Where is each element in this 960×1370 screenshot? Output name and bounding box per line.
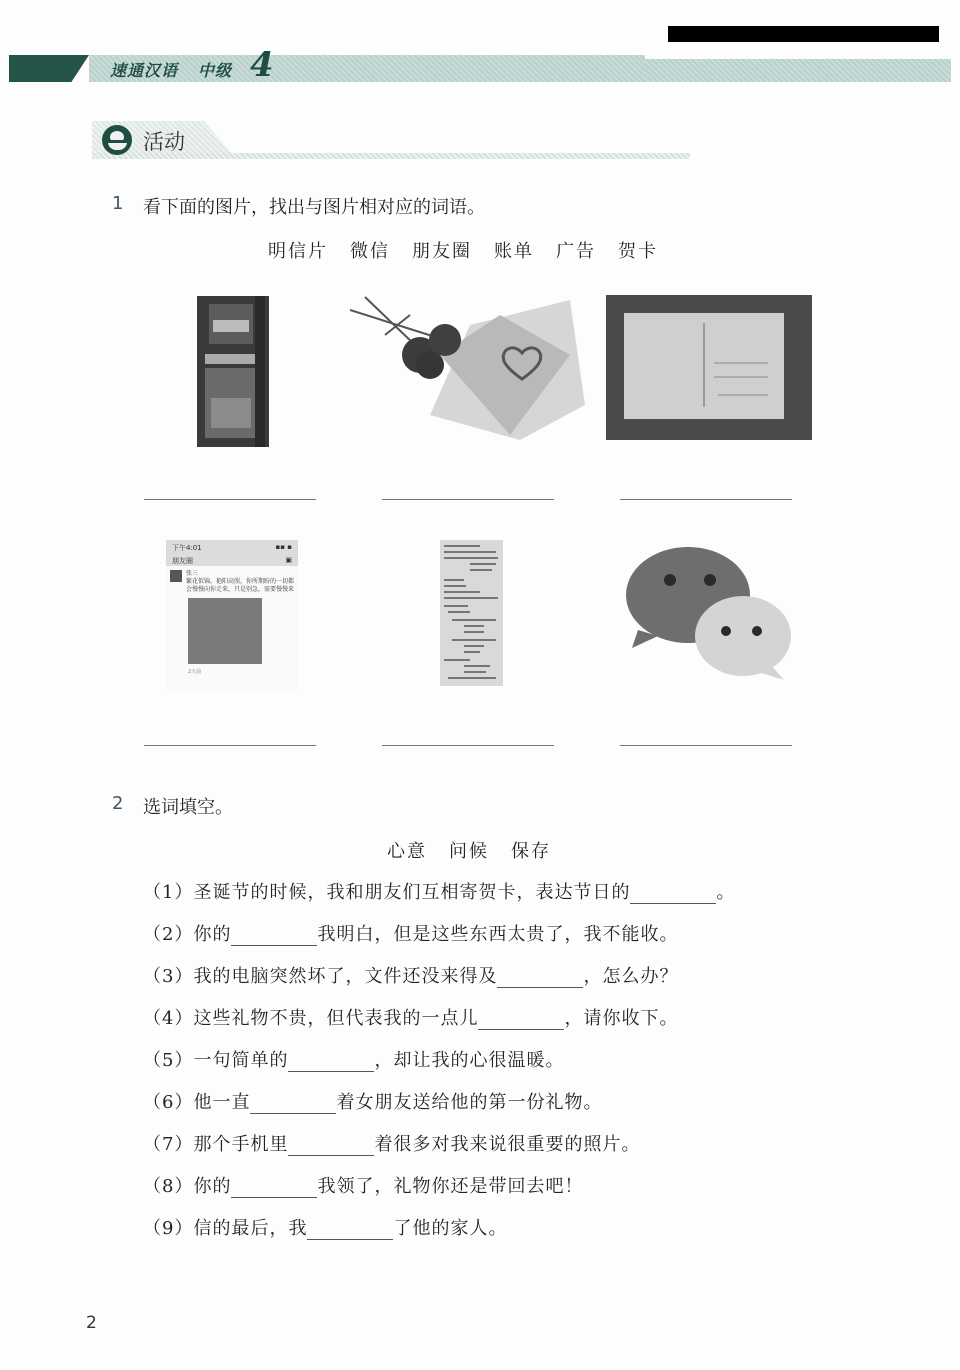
- item-label: （9）: [143, 1218, 194, 1239]
- exercise-2-word-bank: [387, 837, 573, 863]
- answer-blank[interactable]: [497, 970, 583, 988]
- fill-blank-item: [143, 1088, 602, 1114]
- status-time: 下午4:01: [172, 544, 202, 552]
- billboard-image: [197, 296, 269, 447]
- exercise-1-instruction: 看下面的图片，找出与图片相对应的词语。: [143, 197, 485, 218]
- item-text-after: ，却让我的心很温暖。: [374, 1050, 565, 1071]
- item-label: （4）: [143, 1008, 194, 1029]
- item-label: （8）: [143, 1176, 194, 1197]
- word-bank-item: 保存: [511, 841, 551, 862]
- word-bank-item: 朋友圈: [412, 241, 472, 262]
- exercise-2-instruction: 选词填空。: [143, 797, 233, 818]
- moments-nav-title: 朋友圈: [172, 557, 193, 565]
- exercise-1-word-bank: [268, 237, 680, 263]
- greeting-card-image: [350, 295, 585, 440]
- redaction-bar: [668, 26, 939, 42]
- item-text-before: 圣诞节的时候，我和朋友们互相寄贺卡，表达节日的: [193, 882, 631, 903]
- word-bank-item: 明信片: [268, 241, 328, 262]
- word-bank-item: 贺卡: [618, 241, 658, 262]
- wechat-logo-image: [620, 540, 800, 690]
- book-level-number: 4: [250, 45, 274, 85]
- answer-blank[interactable]: [231, 928, 317, 946]
- bill-receipt-image: [440, 540, 503, 686]
- fill-blank-item: [143, 962, 678, 988]
- fill-blank-item: [143, 1172, 583, 1198]
- fill-blank-item: [143, 1046, 564, 1072]
- item-text-before: 你的: [193, 924, 232, 945]
- answer-blank[interactable]: [231, 1180, 317, 1198]
- item-text-after: 着很多对我来说很重要的照片。: [374, 1134, 641, 1155]
- book-title-main: 速通汉语: [110, 61, 179, 80]
- word-bank-item: 微信: [350, 241, 390, 262]
- item-text-after: ，怎么办？: [583, 966, 679, 987]
- item-text-before: 信的最后，我: [193, 1218, 308, 1239]
- item-text-after: 我明白，但是这些东西太贵了，我不能收。: [317, 924, 679, 945]
- avatar: [170, 570, 182, 582]
- answer-blank[interactable]: [250, 1096, 336, 1114]
- postcard-image: [606, 295, 812, 440]
- answer-blank[interactable]: [288, 1138, 374, 1156]
- item-text-before: 他一直: [193, 1092, 251, 1113]
- fill-blank-item: [143, 878, 735, 904]
- activity-label: 活动: [143, 130, 185, 154]
- answer-line[interactable]: [144, 499, 316, 500]
- item-text-before: 那个手机里: [193, 1134, 289, 1155]
- item-text-after: 了他的家人。: [393, 1218, 508, 1239]
- answer-blank[interactable]: [307, 1222, 393, 1240]
- word-bank-item: 心意: [387, 841, 427, 862]
- answer-line[interactable]: [382, 745, 554, 746]
- header-band-accent: [9, 55, 89, 82]
- book-level-label: 中级: [198, 61, 233, 80]
- answer-blank[interactable]: [630, 886, 716, 904]
- fill-blank-item: [143, 1214, 507, 1240]
- item-text-after: 着女朋友送给他的第一份礼物。: [336, 1092, 603, 1113]
- moments-post-text: 繁花似锦，艳阳高照，你所期盼的一切都会慢慢向你走来，只是别急，需要慢慢来: [186, 578, 295, 593]
- item-label: （7）: [143, 1134, 194, 1155]
- answer-line[interactable]: [620, 499, 792, 500]
- item-label: （1）: [143, 882, 194, 903]
- wechat-moments-image: [166, 540, 298, 690]
- item-label: （2）: [143, 924, 194, 945]
- item-text-after: ，请你收下。: [564, 1008, 679, 1029]
- item-text-before: 这些礼物不贵，但代表我的一点儿: [193, 1008, 479, 1029]
- item-label: （5）: [143, 1050, 194, 1071]
- item-label: （3）: [143, 966, 194, 987]
- fill-blank-item: [143, 1004, 678, 1030]
- book-title: [110, 58, 232, 81]
- moments-time: 2天前: [188, 669, 202, 675]
- word-bank-item: 广告: [556, 241, 596, 262]
- item-text-after: 我领了，礼物你还是带回去吧！: [317, 1176, 584, 1197]
- fill-blank-item: [143, 920, 678, 946]
- word-bank-item: 账单: [494, 241, 534, 262]
- item-text-before: 我的电脑突然坏了，文件还没来得及: [193, 966, 498, 987]
- answer-line[interactable]: [382, 499, 554, 500]
- status-icons: ▪▪ ▪: [275, 543, 292, 551]
- exercise-2-number: 2: [112, 793, 124, 814]
- item-label: （6）: [143, 1092, 194, 1113]
- moments-photo: [188, 598, 262, 664]
- answer-blank[interactable]: [288, 1054, 374, 1072]
- answer-line[interactable]: [620, 745, 792, 746]
- word-bank-item: 问候: [449, 841, 489, 862]
- exercise-1-number: 1: [112, 193, 124, 214]
- answer-line[interactable]: [144, 745, 316, 746]
- fill-blank-item: [143, 1130, 640, 1156]
- camera-icon: ▣: [285, 556, 292, 564]
- answer-blank[interactable]: [478, 1012, 564, 1030]
- item-text-before: 你的: [193, 1176, 232, 1197]
- person-bust-icon: [102, 125, 132, 155]
- item-text-after: 。: [716, 882, 736, 903]
- item-text-before: 一句简单的: [193, 1050, 289, 1071]
- moments-user: 张三: [186, 570, 199, 577]
- page-number: 2: [86, 1313, 97, 1333]
- header-band-extension: [645, 59, 951, 82]
